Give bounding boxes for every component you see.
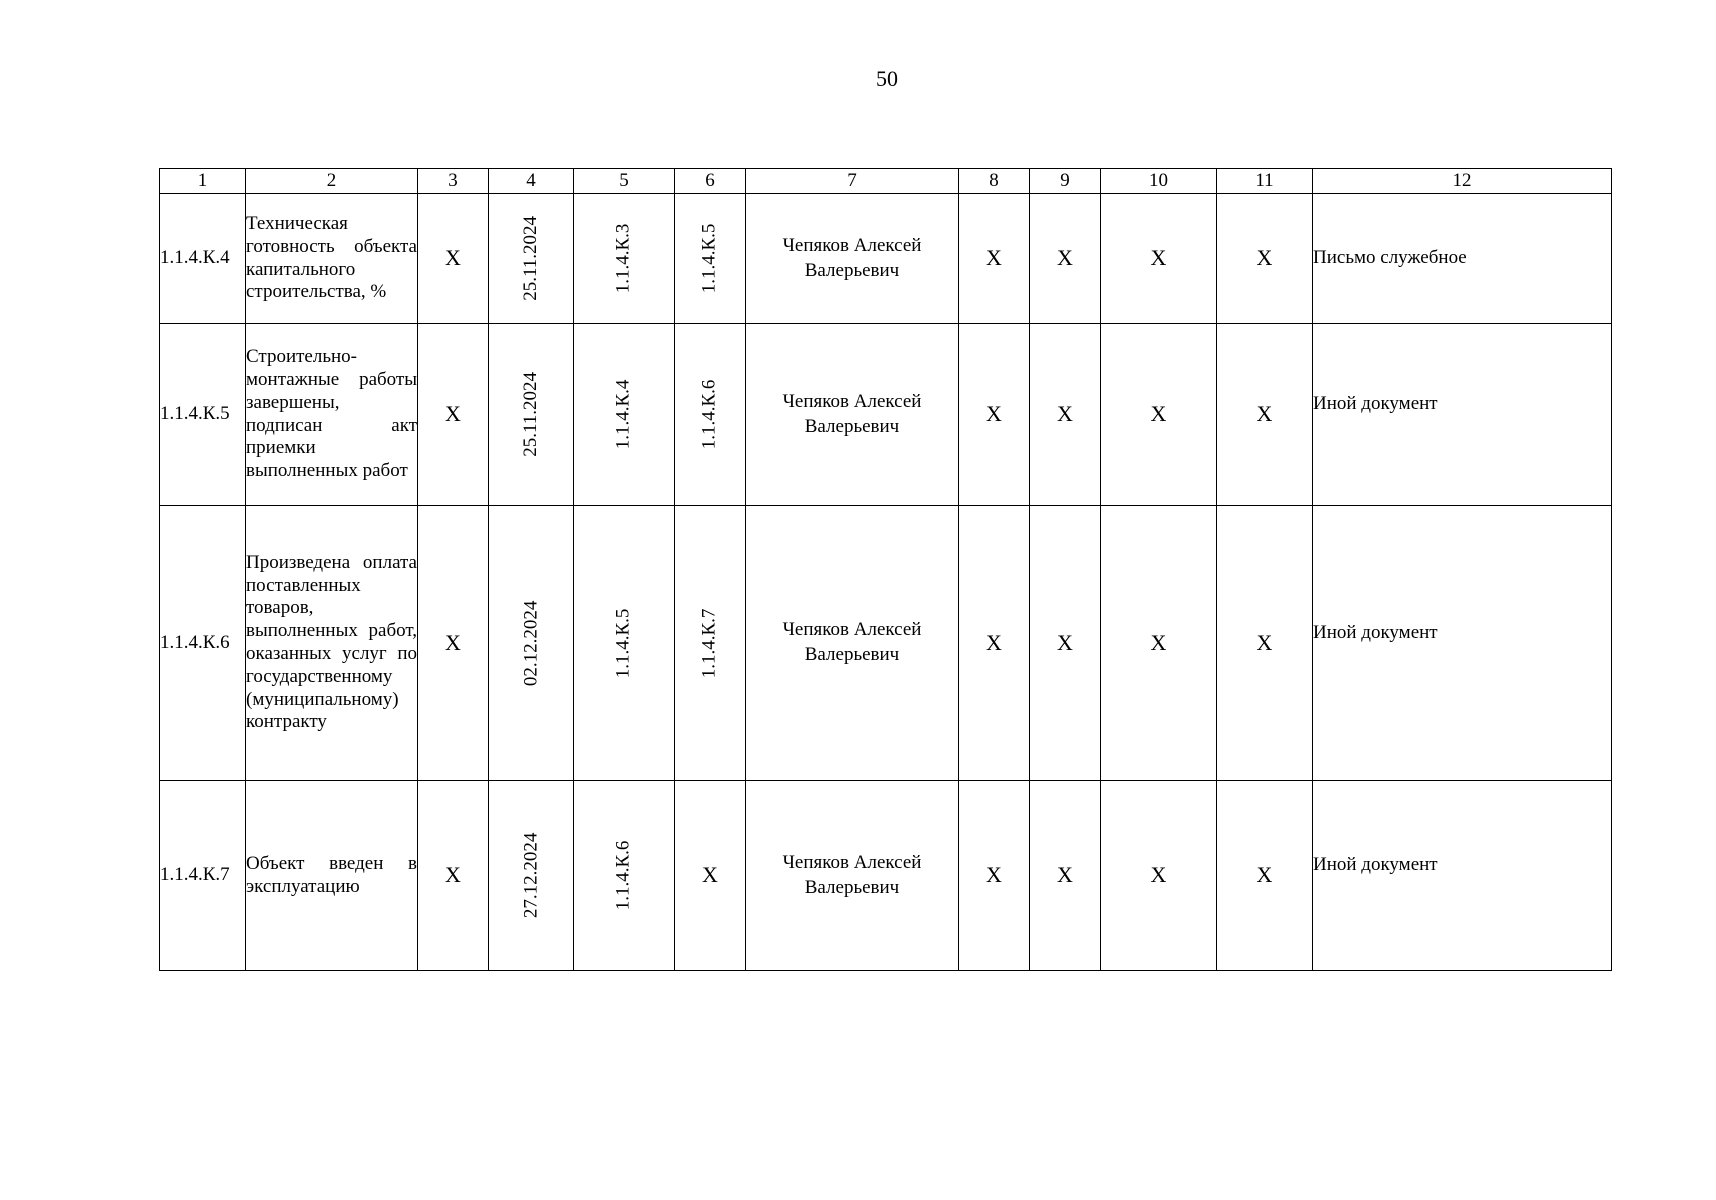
date-text: 02.12.2024	[520, 600, 542, 686]
table-row	[160, 194, 1612, 324]
prev-text: 1.1.4.К.5	[612, 608, 634, 678]
column-header-7: 7	[746, 169, 959, 194]
column-header-5: 5	[574, 169, 675, 194]
column-header-1: 1	[160, 169, 246, 194]
cell-col11: Х	[1217, 506, 1313, 781]
column-header-4: 4	[489, 169, 574, 194]
column-header-8: 8	[959, 169, 1030, 194]
table-row	[160, 781, 1612, 971]
row-id: 1.1.4.К.4	[160, 194, 246, 324]
row-description: Произведена оплата поставленных товаров, выполненных работ, оказанных услуг по государственному (муниципальному) контракту	[246, 506, 418, 781]
cell-next	[675, 506, 746, 781]
cell-prev	[574, 506, 675, 781]
document-text: Иной документ	[1313, 854, 1438, 876]
cell-col3: Х	[418, 506, 489, 781]
cell-responsible: Чепяков Алексей Валерьевич	[746, 194, 959, 324]
cell-col3: Х	[418, 324, 489, 506]
date-text: 25.11.2024	[520, 372, 541, 457]
cell-prev	[574, 194, 675, 324]
document-text: Иной документ	[1313, 393, 1438, 415]
cell-col11: Х	[1217, 194, 1313, 324]
next-text: 1.1.4.К.6	[698, 379, 720, 450]
document-text: Иной документ	[1313, 621, 1438, 643]
date-text: 25.11.2024	[520, 216, 541, 301]
cell-col11: Х	[1217, 781, 1313, 971]
cell-document	[1313, 506, 1612, 781]
cell-col8: Х	[959, 506, 1030, 781]
row-description: Строительно-монтажные работы завершены, подписан акт приемки выполненных работ	[246, 324, 418, 506]
column-header-10: 10	[1101, 169, 1217, 194]
page-number: 50	[876, 66, 898, 91]
table-row	[160, 506, 1612, 781]
cell-col11: Х	[1217, 324, 1313, 506]
column-header-2: 2	[246, 169, 418, 194]
cell-col3: Х	[418, 194, 489, 324]
cell-responsible: Чепяков Алексей Валерьевич	[746, 324, 959, 506]
date-text: 27.12.2024	[520, 832, 542, 919]
prev-text: 1.1.4.К.6	[612, 840, 634, 911]
cell-date	[489, 324, 574, 506]
cell-col10: Х	[1101, 194, 1217, 324]
cell-responsible: Чепяков Алексей Валерьевич	[746, 781, 959, 971]
next-text: 1.1.4.К.7	[698, 608, 720, 678]
cell-col10: Х	[1101, 781, 1217, 971]
column-header-6: 6	[675, 169, 746, 194]
column-header-3: 3	[418, 169, 489, 194]
column-header-9: 9	[1030, 169, 1101, 194]
next-text: 1.1.4.К.5	[698, 223, 720, 294]
cell-col8: Х	[959, 194, 1030, 324]
column-header-12: 12	[1313, 169, 1612, 194]
cell-col9: Х	[1030, 194, 1101, 324]
row-description: Объект введен в эксплуатацию	[246, 781, 418, 971]
cell-col10: Х	[1101, 506, 1217, 781]
cell-next	[675, 194, 746, 324]
cell-date	[489, 194, 574, 324]
cell-document	[1313, 324, 1612, 506]
prev-text: 1.1.4.К.3	[612, 223, 634, 294]
cell-col10: Х	[1101, 324, 1217, 506]
column-header-11: 11	[1217, 169, 1313, 194]
cell-next	[675, 324, 746, 506]
cell-col8: Х	[959, 324, 1030, 506]
row-id: 1.1.4.К.7	[160, 781, 246, 971]
prev-text: 1.1.4.К.4	[612, 379, 634, 450]
document-text: Письмо служебное	[1313, 247, 1467, 269]
cell-col9: Х	[1030, 781, 1101, 971]
row-id: 1.1.4.К.5	[160, 324, 246, 506]
control-points-table	[159, 168, 1612, 971]
cell-document	[1313, 194, 1612, 324]
row-description: Техническая готовность объекта капитального строительства, %	[246, 194, 418, 324]
cell-col8: Х	[959, 781, 1030, 971]
header-row	[160, 169, 1612, 194]
cell-responsible: Чепяков Алексей Валерьевич	[746, 506, 959, 781]
table-row	[160, 324, 1612, 506]
row-id: 1.1.4.К.6	[160, 506, 246, 781]
cell-date	[489, 506, 574, 781]
cell-document	[1313, 781, 1612, 971]
cell-col9: Х	[1030, 506, 1101, 781]
cell-col3: Х	[418, 781, 489, 971]
cell-prev	[574, 324, 675, 506]
cell-next: Х	[675, 781, 746, 971]
cell-col9: Х	[1030, 324, 1101, 506]
cell-prev	[574, 781, 675, 971]
cell-date	[489, 781, 574, 971]
